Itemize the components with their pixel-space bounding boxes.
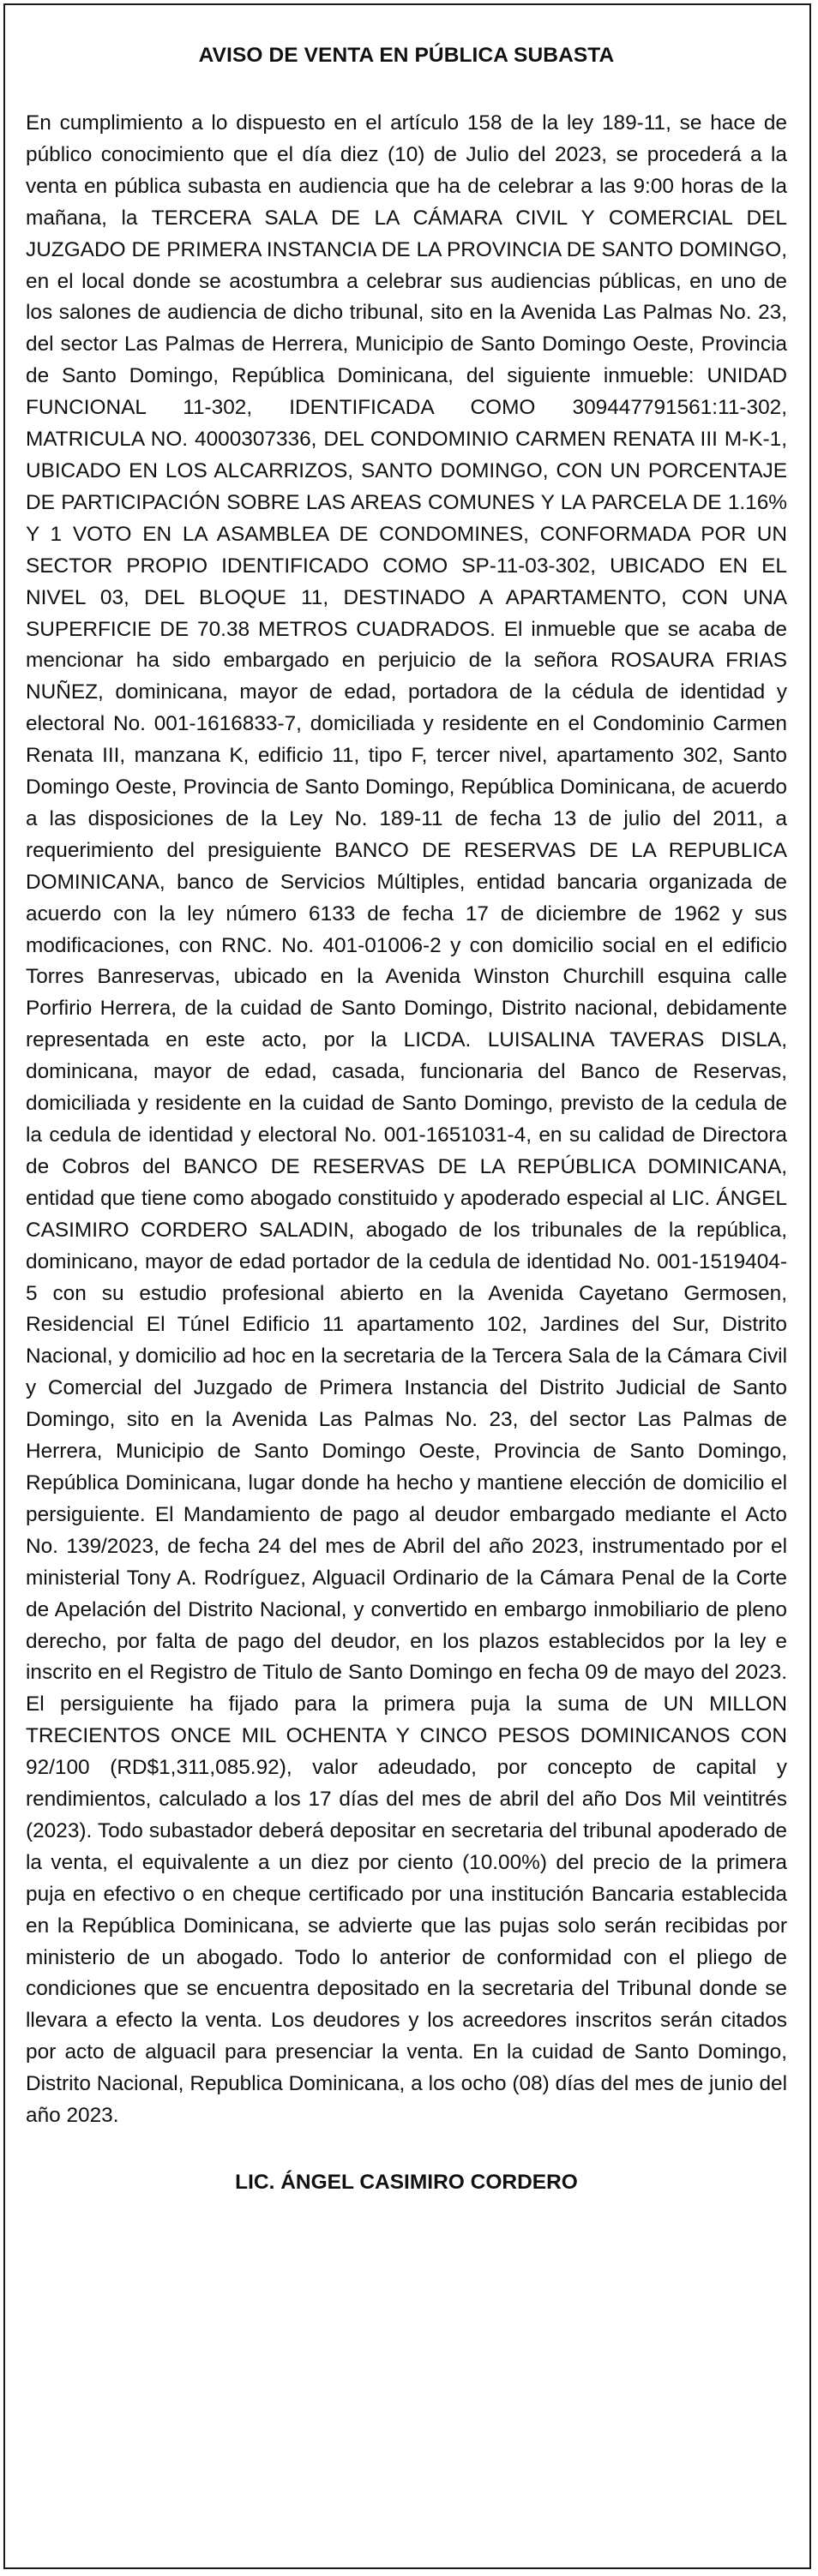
notice-signature: LIC. ÁNGEL CASIMIRO CORDERO [235,2171,578,2194]
notice-title: AVISO DE VENTA EN PÚBLICA SUBASTA [198,44,615,67]
notice-body: En cumplimiento a lo dispuesto en el artículo 158 de la ley 189-11, se hace de público conocimiento que el día diez (10) de Julio del 2023, se procederá a la venta en pública subasta en audiencia que ha de celebrar a las 9:00 horas de la mañana, la TERCERA SALA DE LA CÁMARA CIVIL Y COMERCIAL DEL JUZGADO DE PRIMERA INSTANCIA DE LA PROVINCIA DE SANTO DOMINGO, en el local donde se acostumbra a celebrar sus audiencias públicas, en uno de los salones de audiencia de dicho tribunal, sito en la Avenida Las Palmas No. 23, del sector Las Palmas de Herrera, Municipio de Santo Domingo Oeste, Provincia de Santo Domingo, República Dominicana, del siguiente inmueble: UNIDAD FUNCIONAL 11-302, IDENTIFICADA COMO 309447791561:11-302, MATRICULA NO. 4000307336, DEL CONDOMINIO CARMEN RENATA III M-K-1, UBICADO EN LOS ALCARRIZOS, SANTO DOMINGO, CON UN PORCENTAJE DE PARTICIPACIÓN SOBRE LAS AREAS COMUNES Y LA PARCELA DE 1.16% Y 1 VOTO EN LA ASAMBLEA DE CONDOMINES, CONFORMADA POR UN SECTOR PROPIO IDENTIFICADO COMO SP-11-03-302, UBICADO EN EL NIVEL 03, DEL BLOQUE 11, DESTINADO A APARTAMENTO, CON UNA SUPERFICIE DE 70.38 METROS CUADRADOS. El inmueble que se acaba de mencionar ha sido embargado en perjuicio de la señora ROSAURA FRIAS NUÑEZ, dominicana, mayor de edad, portadora de la cédula de identidad y electoral No. 001-1616833-7, domiciliada y residente en el Condominio Carmen Renata III, manzana K, edificio 11, tipo F, tercer nivel, apartamento 302, Santo Domingo Oeste, Provincia de Santo Domingo, República Dominicana, de acuerdo a las disposiciones de la Ley No. 189-11 de fecha 13 de julio del 2011, a requerimiento del presiguiente BANCO DE RESERVAS DE LA REPUBLICA DOMINICANA, banco de Servicios Múltiples, entidad bancaria organizada de acuerdo con la ley número 6133 de fecha 17 de diciembre de 1962 y sus modificaciones, con RNC. No. 401-01006-2 y con domicilio social en el edificio Torres Banreservas, ubicado en la Avenida Winston Churchill esquina calle Porfirio Herrera, de la cuidad de Santo Domingo, Distrito nacional, debidamente representada en este acto, por la LICDA. LUISALINA TAVERAS DISLA, dominicana, mayor de edad, casada, funcionaria del Banco de Reservas, domiciliada y residente en la cuidad de Santo Domingo, previsto de la cedula de la cedula de identidad y electoral No. 001-1651031-4, en su calidad de Directora de Cobros del BANCO DE RESERVAS DE LA REPÚBLICA DOMINICANA, entidad que tiene como abogado constituido y apoderado especial al LIC. ÁNGEL CASIMIRO CORDERO SALADIN, abogado de los tribunales de la república, dominicano, mayor de edad portador de la cedula de identidad No. 001-1519404-5 con su estudio profesional abierto en la Avenida Cayetano Germosen, Residencial El Túnel Edificio 11 apartamento 102, Jardines del Sur, Distrito Nacional, y domicilio ad hoc en la secretaria de la Tercera Sala de la Cámara Civil y Comercial del Juzgado de Primera Instancia del Distrito Judicial de Santo Domingo, sito en la Avenida Las Palmas No. 23, del sector Las Palmas de Herrera, Municipio de Santo Domingo Oeste, Provincia de Santo Domingo, República Dominicana, lugar donde ha hecho y mantiene elección de domicilio el persiguiente. El Mandamiento de pago al deudor embargado mediante el Acto No. 139/2023, de fecha 24 del mes de Abril del año 2023, instrumentado por el ministerial Tony A. Rodríguez, Alguacil Ordinario de la Cámara Penal de la Corte de Apelación del Distrito Nacional, y convertido en embargo inmobiliario de pleno derecho, por falta de pago del deudor, en los plazos establecidos por la ley e inscrito en el Registro de Titulo de Santo Domingo en fecha 09 de mayo del 2023. El persiguiente ha fijado para la primera puja la suma de UN MILLON TRECIENTOS ONCE MIL OCHENTA Y CINCO PESOS DOMINICANOS CON 92/100 (RD$1,311,085.92), valor adeudado, por concepto de capital y rendimientos, calculado a los 17 días del mes de abril del año Dos Mil veintitrés (2023). Todo subastador deberá depositar en secretaria del tribunal apoderado de la venta, el equivalente a un diez por ciento (10.00%) del precio de la primera puja en efectivo o en cheque certificado por una institución Bancaria establecida en la República Dominicana, se advierte que las pujas solo serán recibidas por ministerio de un abogado. Todo lo anterior de conformidad con el pliego de condiciones que se encuentra depositado en la secretaria del Tribunal donde se llevara a efecto la venta. Los deudores y los acreedores inscritos serán citados por acto de alguacil para presenciar la venta. En la cuidad de Santo Domingo, Distrito Nacional, Republica Dominicana, a los ocho (08) días del mes de junio del año 2023. [26,111,787,2128]
legal-notice [3,3,811,2569]
